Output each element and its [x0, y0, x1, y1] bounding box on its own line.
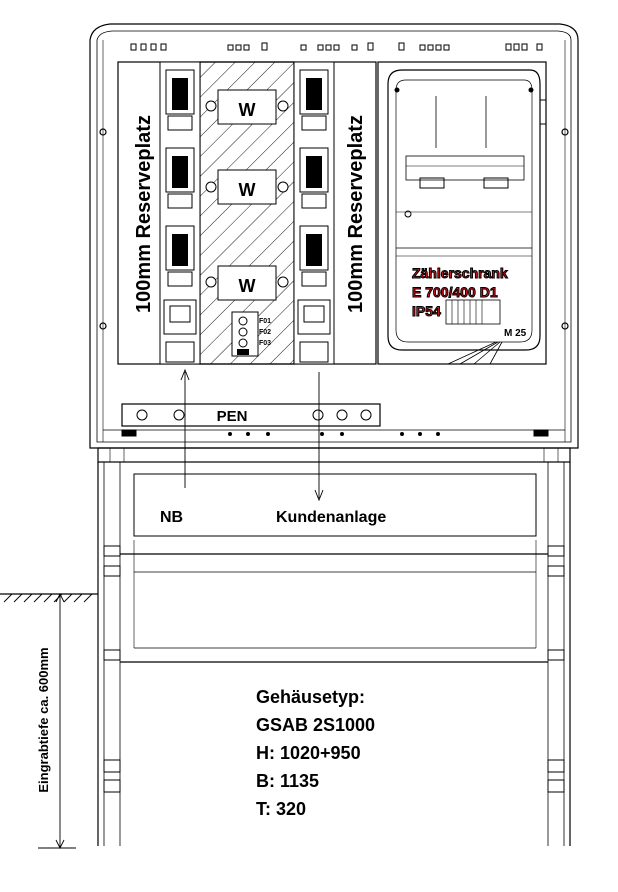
- meter-cabinet-line1: Zählerschrank: [412, 265, 508, 281]
- cable-arrows: [181, 370, 323, 500]
- reserve-label-left: 100mm Reserveplatz: [133, 115, 155, 313]
- meter-cabinet-line3: IP54: [412, 303, 441, 319]
- arrow-label-customer: Kundenanlage: [276, 509, 387, 526]
- base-socket: [98, 448, 570, 846]
- meter-cabinet: [378, 62, 546, 364]
- fuse-column-left: [160, 62, 200, 364]
- fuse-label-f02: F02: [259, 329, 272, 336]
- fuse-block-3: [206, 266, 288, 300]
- housing-model: GSAB 2S1000: [256, 715, 376, 735]
- fuse-mark-3: W: [238, 276, 256, 296]
- top-hinge-marks: [131, 43, 542, 50]
- fuse-block-2: [206, 170, 288, 204]
- housing-depth: T: 320: [256, 799, 307, 819]
- meter-cabinet-line2: E 700/400 D1: [412, 284, 498, 300]
- reserve-label-right: 100mm Reserveplatz: [345, 115, 367, 313]
- fuse-column-right: [294, 62, 334, 364]
- depth-label: Eingrabtiefe ca. 600mm: [36, 647, 51, 793]
- housing-height: H: 1020+950: [256, 743, 361, 763]
- fuse-label-f03: F03: [259, 340, 272, 347]
- arrow-label-nb: NB: [160, 509, 184, 526]
- cabinet-bottom-rail: [103, 430, 565, 436]
- busbar-label: PEN: [216, 408, 248, 425]
- fuse-block-1: [206, 90, 288, 124]
- housing-title: Gehäusetyp:: [256, 687, 366, 707]
- fuse-mark-1: W: [238, 100, 256, 120]
- fuse-mark-2: W: [238, 180, 256, 200]
- housing-info: [256, 687, 375, 819]
- pen-busbar: [122, 404, 380, 426]
- gland-label: M 25: [504, 328, 527, 339]
- fuse-label-f01: F01: [259, 318, 272, 325]
- mounting-panel: [118, 62, 376, 364]
- housing-width: B: 1135: [256, 771, 320, 791]
